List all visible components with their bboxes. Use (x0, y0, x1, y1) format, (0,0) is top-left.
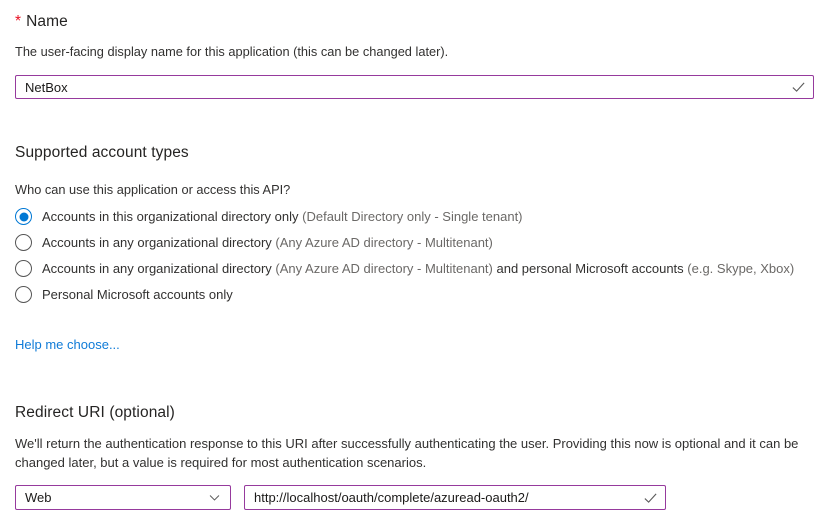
name-section-title (15, 12, 814, 32)
radio-button-selected[interactable] (15, 208, 32, 225)
radio-option[interactable] (15, 286, 814, 303)
supported-account-types-title: Supported account types (15, 144, 189, 161)
radio-button[interactable] (15, 260, 32, 277)
chevron-down-icon (208, 491, 221, 504)
redirect-uri-input-wrap (244, 485, 666, 510)
radio-option-label: Accounts in any organizational directory (Any Azure AD directory - Multitenant) and personal Microsoft accounts (e.g. Skype, Xbox) (42, 260, 795, 276)
redirect-platform-value: Web (25, 490, 52, 505)
required-asterisk: * (15, 13, 22, 30)
help-me-choose-link[interactable]: Help me choose... (15, 337, 120, 352)
radio-option-label: Accounts in any organizational directory (Any Azure AD directory - Multitenant) (42, 234, 493, 250)
name-description: The user-facing display name for this application (this can be changed later). (15, 44, 449, 59)
radio-option[interactable] (15, 260, 814, 277)
redirect-uri-description: We'll return the authentication response to this URI after successfully authenticating the user. Providing this now is optional and it can be changed later, but a value is required for most authentication scenarios. (15, 436, 799, 470)
redirect-uri-input[interactable] (244, 485, 666, 510)
redirect-platform-select[interactable] (15, 485, 231, 510)
radio-option[interactable] (15, 234, 814, 251)
radio-option-label: Accounts in this organizational directory only (Default Directory only - Single tenant) (42, 208, 523, 224)
name-title-text: Name (26, 13, 68, 30)
radio-button[interactable] (15, 234, 32, 251)
redirect-uri-row (15, 485, 814, 510)
radio-button[interactable] (15, 286, 32, 303)
radio-option-label: Personal Microsoft accounts only (42, 286, 233, 302)
redirect-uri-title: Redirect URI (optional) (15, 404, 175, 421)
name-input-wrap (15, 75, 814, 99)
account-types-question: Who can use this application or access this API? (15, 182, 291, 197)
radio-option[interactable] (15, 208, 814, 225)
name-input[interactable] (15, 75, 814, 99)
account-type-options (15, 208, 814, 303)
